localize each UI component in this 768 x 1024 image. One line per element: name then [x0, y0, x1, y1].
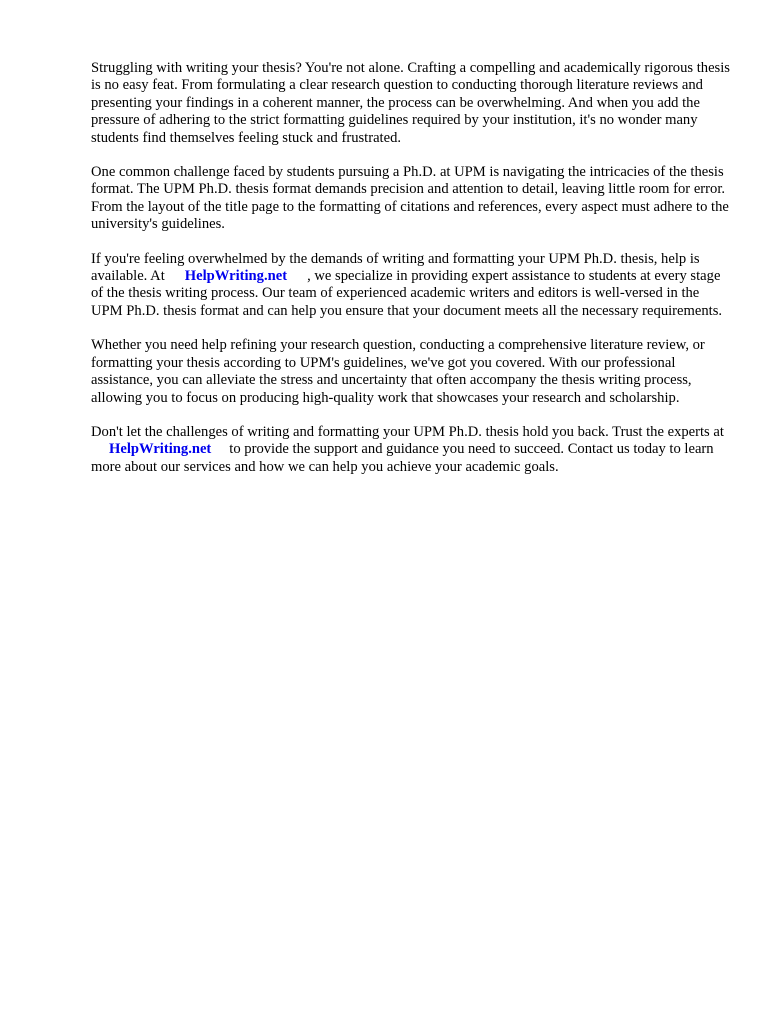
helpwriting-link-2[interactable]: HelpWriting.net	[109, 441, 212, 458]
paragraph-call-to-action-text-before: Don't let the challenges of writing and formatting your UPM Ph.D. thesis hold you back. Trust the experts at	[91, 423, 724, 440]
paragraph-call-to-action-text-after: to provide the support and guidance you need to succeed. Contact us today to learn more about our services and how we can help you achieve your academic goals.	[91, 441, 714, 475]
helpwriting-link[interactable]: HelpWriting.net	[184, 268, 288, 285]
paragraph-format-challenge: One common challenge faced by students pursuing a Ph.D. at UPM is navigating the intricacies of the thesis format. The UPM Ph.D. thesis format demands precision and attention to detail, leaving little room for error. From the layout of the title page to the formatting of citations and references, every aspect must adhere to the university's guidelines.	[91, 164, 729, 233]
paragraph-intro: Struggling with writing your thesis? You're not alone. Crafting a compelling and academically rigorous thesis is no easy feat. From formulating a clear research question to conducting thorough literature reviews and presenting your findings in a coherent manner, the process can be overwhelming. And when you add the pressure of adhering to the strict formatting guidelines required by your institution, it's no wonder many students find themselves feeling stuck and frustrated.	[91, 60, 730, 146]
paragraph-call-to-action	[91, 424, 731, 476]
document-body	[91, 60, 731, 493]
paragraph-help-available	[91, 251, 731, 321]
paragraph-help-available-text-after: , we specialize in providing expert assistance to students at every stage of the thesis writing process. Our team of experienced academic writers and editors is well-versed in the UPM Ph.D. thesis format and can help you ensure that your document meets all the necessary requirements.	[91, 268, 723, 319]
paragraph-help-available-text-before: If you're feeling overwhelmed by the demands of writing and formatting your UPM Ph.D. thesis, help is available. At	[91, 250, 700, 285]
paragraph-services: Whether you need help refining your research question, conducting a comprehensive literature review, or formatting your thesis according to UPM's guidelines, we've got you covered. With our professional assistance, you can alleviate the stress and uncertainty that often accompany the thesis writing process, allowing you to focus on producing high-quality work that showcases your research and scholarship.	[91, 337, 705, 406]
